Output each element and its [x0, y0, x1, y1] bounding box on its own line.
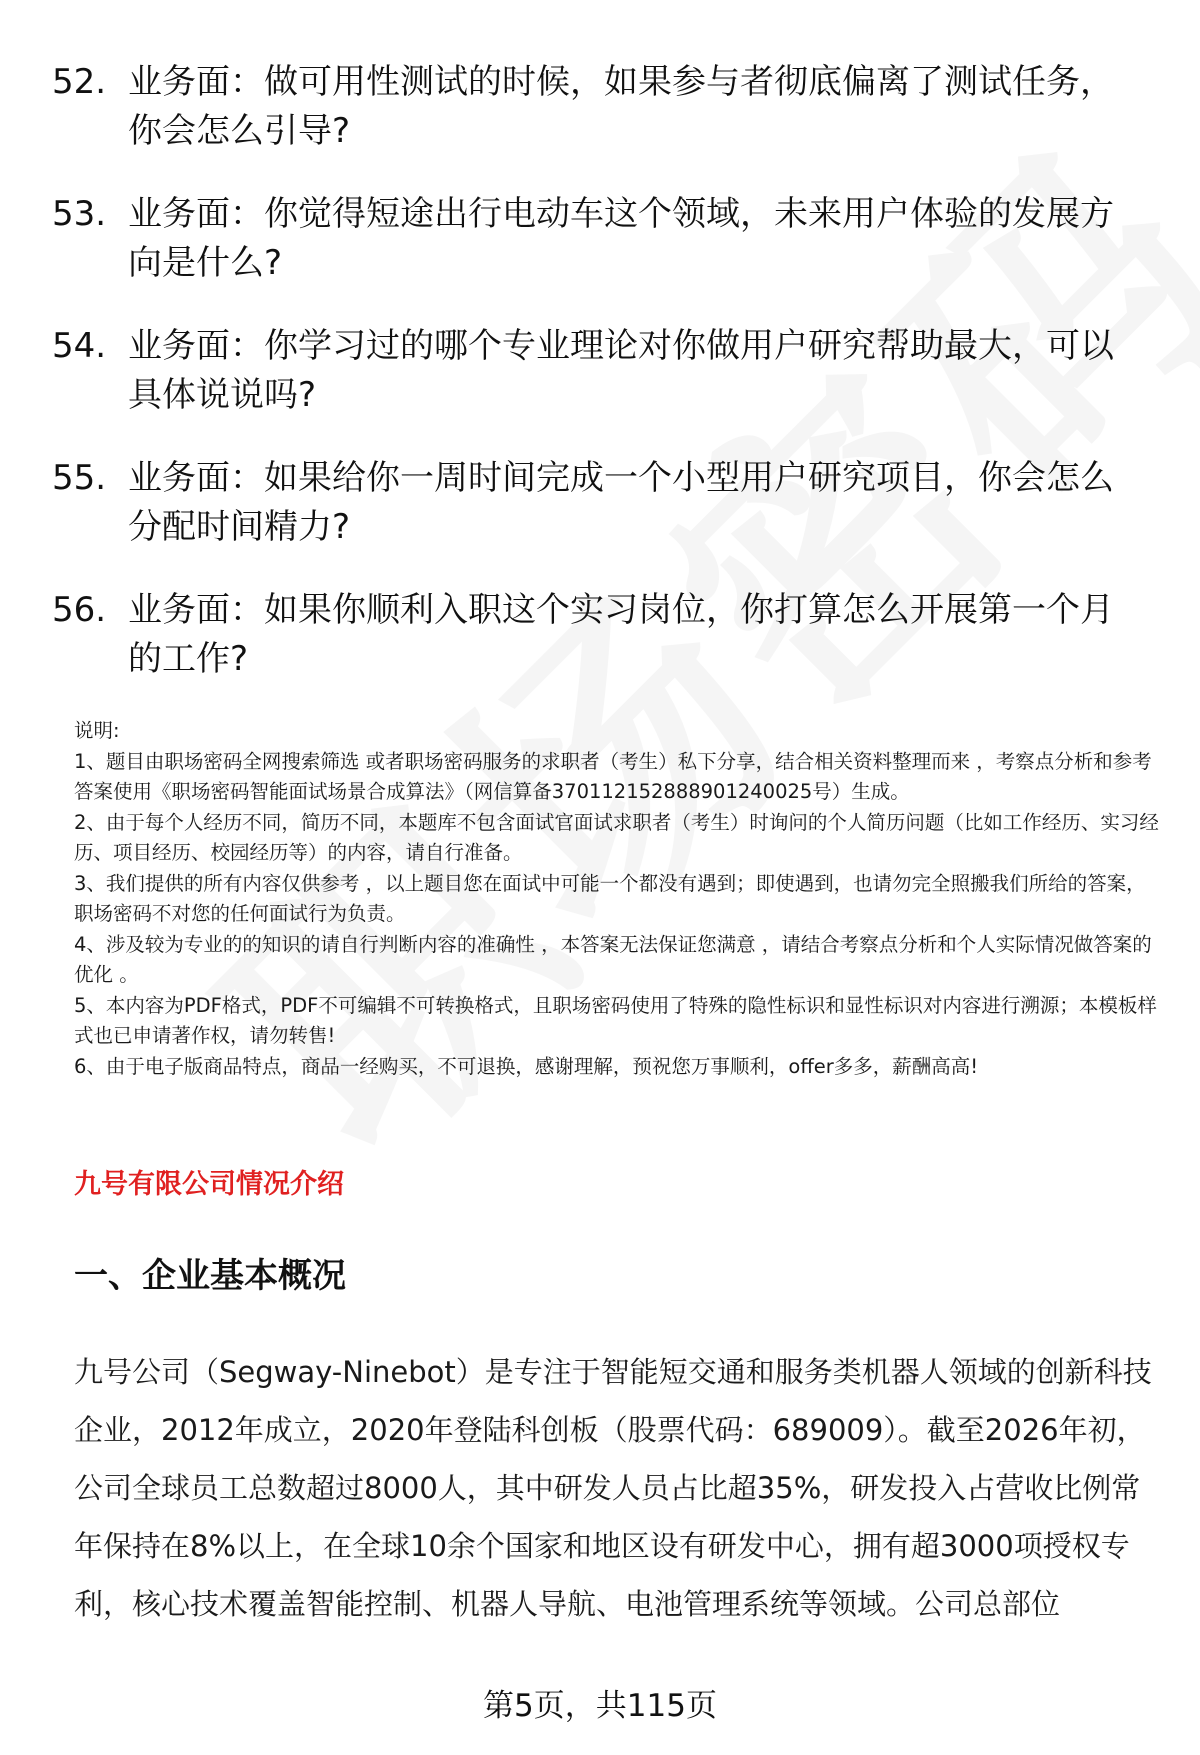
- question-text: 业务面：如果给你一周时间完成一个小型用户研究项目，你会怎么分配时间精力?: [128, 458, 1114, 547]
- question-text: 业务面：你学习过的哪个专业理论对你做用户研究帮助最大，可以具体说说吗?: [128, 326, 1114, 415]
- question-item: [52, 322, 1152, 420]
- note-item: 5、本内容为PDF格式，PDF不可编辑不可转换格式，且职场密码使用了特殊的隐性标识和显性标识对内容进行溯源；本模板样式也已申请著作权，请勿转售!: [74, 993, 1157, 1047]
- company-title: 九号有限公司情况介绍: [74, 1169, 344, 1200]
- note-item: 4、涉及较为专业的的知识的请自行判断内容的准确性 ，本答案无法保证您满意 ，请结合考察点分析和个人实际情况做答案的优化 。: [74, 932, 1152, 986]
- question-item: [52, 454, 1152, 552]
- note-item: 1、题目由职场密码全网搜索筛选 或者职场密码服务的求职者（考生）私下分享，结合相关资料整理而来 ，考察点分析和参考答案使用《职场密码智能面试场景合成算法》（网信算备370112152888901240025号）生成。: [74, 749, 1152, 803]
- note-item: 2、由于每个人经历不同，简历不同，本题库不包含面试官面试求职者（考生）时询问的个人简历问题（比如工作经历、实习经历、项目经历、校园经历等）的内容，请自行准备。: [74, 810, 1159, 864]
- question-item: [52, 58, 1152, 156]
- question-item: [52, 190, 1152, 288]
- question-number: 53.: [52, 194, 107, 234]
- section-heading: 一、企业基本概况: [74, 1256, 346, 1296]
- question-number: 56.: [52, 590, 107, 630]
- question-item: [52, 586, 1152, 684]
- question-text: 业务面：你觉得短途出行电动车这个领域，未来用户体验的发展方向是什么?: [128, 194, 1114, 283]
- question-number: 54.: [52, 326, 107, 366]
- notes-section: [74, 716, 1164, 1082]
- note-item: 3、我们提供的所有内容仅供参考 ，以上题目您在面试中可能一个都没有遇到；即使遇到，也请勿完全照搬我们所给的答案，职场密码不对您的任何面试行为负责。: [74, 871, 1146, 925]
- note-item: 6、由于电子版商品特点，商品一经购买，不可退换，感谢理解，预祝您万事顺利，offer多多，薪酬高高!: [74, 1054, 979, 1078]
- question-text: 业务面：如果你顺利入职这个实习岗位，你打算怎么开展第一个月的工作?: [128, 590, 1114, 679]
- question-number: 55.: [52, 458, 107, 498]
- question-list: [52, 58, 1152, 718]
- intro-paragraph: 九号公司（Segway-Ninebot）是专注于智能短交通和服务类机器人领域的创新科技企业，2012年成立，2020年登陆科创板（股票代码：689009）。截至2026年初，公司全球员工总数超过8000人，其中研发人员占比超35%，研发投入占营收比例常年保持在8%以上，在全球10余个国家和地区设有研发中心，拥有超3000项授权专利，核心技术覆盖智能控制、机器人导航、电池管理系统等领域。公司总部位: [74, 1355, 1152, 1621]
- question-number: 52.: [52, 62, 107, 102]
- notes-title: 说明:: [74, 719, 120, 742]
- page-number: 第5页，共115页: [483, 1688, 717, 1724]
- question-text: 业务面：做可用性测试的时候，如果参与者彻底偏离了测试任务，你会怎么引导?: [128, 62, 1114, 151]
